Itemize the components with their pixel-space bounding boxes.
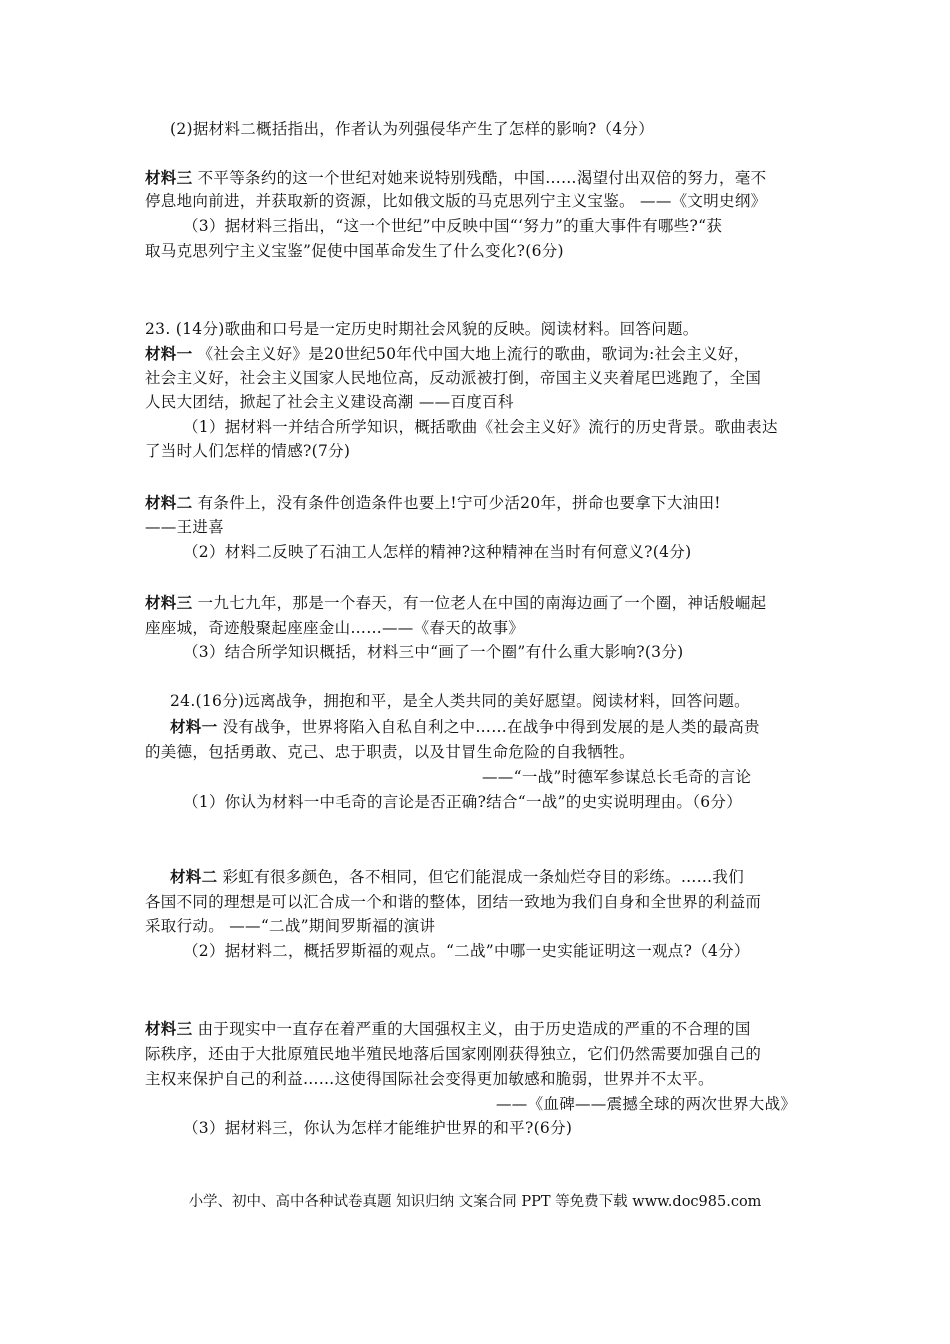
- question-24-heading: 24.(16分)远离战争，拥抱和平，是全人类共同的美好愿望。阅读材料，回答问题。: [170, 692, 750, 710]
- question-24-1: （1）你认为材料一中毛奇的言论是否正确?结合“一战”的史实说明理由。（6分）: [183, 793, 743, 811]
- question-22-2: (2)据材料二概括指出，作者认为列强侵华产生了怎样的影响?（4分）: [170, 120, 655, 138]
- material-label: 材料二: [145, 494, 193, 512]
- question-24-3: （3）据材料三，你认为怎样才能维护世界的和平?(6分): [183, 1119, 573, 1137]
- q24-material-2-line-2: 各国不同的理想是可以汇合成一个和谐的整体，团结一致地为我们自身和全世界的利益而: [145, 893, 762, 911]
- material-label: 材料一: [145, 345, 193, 363]
- q23-material-3-line-1: 材料三 一九七九年，那是一个春天，有一位老人在中国的南海边画了一个圈，神话般崛起: [145, 594, 767, 612]
- material-label: 材料一: [170, 718, 218, 736]
- q24-material-3-source: ——《血碑——震撼全球的两次世界大战》: [496, 1095, 797, 1113]
- q24-material-3-line-2: 际秩序，还由于大批原殖民地半殖民地落后国家刚刚获得独立，它们仍然需要加强自己的: [145, 1045, 762, 1063]
- question-22-3-line-1: （3）据材料三指出，“这一个世纪”中反映中国“‘努力”的重大事件有哪些?“获: [183, 217, 723, 235]
- material-3-text-line-1: 材料三 不平等条约的这一个世纪对她来说特别残酷，中国……渴望付出双倍的努力，毫不: [145, 169, 767, 187]
- question-22-3-line-2: 取马克思列宁主义宝鉴”促使中国革命发生了什么变化?(6分): [145, 242, 564, 260]
- material-label: 材料三: [145, 169, 193, 187]
- question-23-3: （3）结合所学知识概括，材料三中“画了一个圈”有什么重大影响?(3分): [183, 643, 684, 661]
- question-23-2: （2）材料二反映了石油工人怎样的精神?这种精神在当时有何意义?(4分): [183, 543, 692, 561]
- q24-material-3-line-3: 主权来保护自己的利益……这使得国际社会变得更加敏感和脆弱，世界并不太平。: [145, 1070, 714, 1088]
- q23-material-3-line-2: 座座城，奇迹般聚起座座金山……——《春天的故事》: [145, 619, 525, 637]
- q24-material-1-line-1: 材料一 没有战争，世界将陷入自私自利之中……在战争中得到发展的是人类的最高贵: [170, 718, 760, 736]
- material-label: 材料二: [170, 868, 218, 886]
- material-label: 材料三: [145, 594, 193, 612]
- q23-material-1-line-2: 社会主义好，社会主义国家人民地位高，反动派被打倒，帝国主义夹着尾巴逃跑了，全国: [145, 369, 762, 387]
- question-23-1-line-2: 了当时人们怎样的情感?(7分): [145, 442, 351, 460]
- q24-material-3-line-1: 材料三 由于现实中一直存在着严重的大国强权主义，由于历史造成的严重的不合理的国: [145, 1020, 751, 1038]
- q24-material-1-source: ——“一战”时德军参谋总长毛奇的言论: [482, 768, 752, 786]
- q23-material-2-source: ——王进喜: [145, 518, 225, 536]
- q24-material-2-line-3: 采取行动。 ——“二战”期间罗斯福的演讲: [145, 917, 436, 935]
- question-23-1-line-1: （1）据材料一并结合所学知识，概括歌曲《社会主义好》流行的历史背景。歌曲表达: [183, 418, 778, 436]
- page-footer: 小学、初中、高中各种试卷真题 知识归纳 文案合同 PPT 等免费下载 www.doc985.com: [188, 1194, 762, 1210]
- q23-material-2-line-1: 材料二 有条件上，没有条件创造条件也要上!宁可少活20年，拼命也要拿下大油田!: [145, 494, 721, 512]
- q23-material-1-line-3: 人民大团结，掀起了社会主义建设高潮 ——百度百科: [145, 393, 514, 411]
- q24-material-2-line-1: 材料二 彩虹有很多颜色，各不相同，但它们能混成一条灿烂夺目的彩练。……我们: [170, 868, 745, 886]
- question-23-heading: 23. (14分)歌曲和口号是一定历史时期社会风貌的反映。阅读材料。回答问题。: [145, 320, 699, 338]
- question-24-2: （2）据材料二，概括罗斯福的观点。“二战”中哪一史实能证明这一观点?（4分）: [183, 942, 750, 960]
- q23-material-1-line-1: 材料一 《社会主义好》是20世纪50年代中国大地上流行的歌曲，歌词为:社会主义好，: [145, 345, 750, 363]
- material-label: 材料三: [145, 1020, 193, 1038]
- q24-material-1-line-2: 的美德，包括勇敢、克己、忠于职责，以及甘冒生命危险的自我牺牲。: [145, 743, 635, 761]
- material-3-text-line-2: 停息地向前进，并获取新的资源，比如俄文版的马克思列宁主义宝鉴。 ——《文明史纲》: [145, 192, 767, 210]
